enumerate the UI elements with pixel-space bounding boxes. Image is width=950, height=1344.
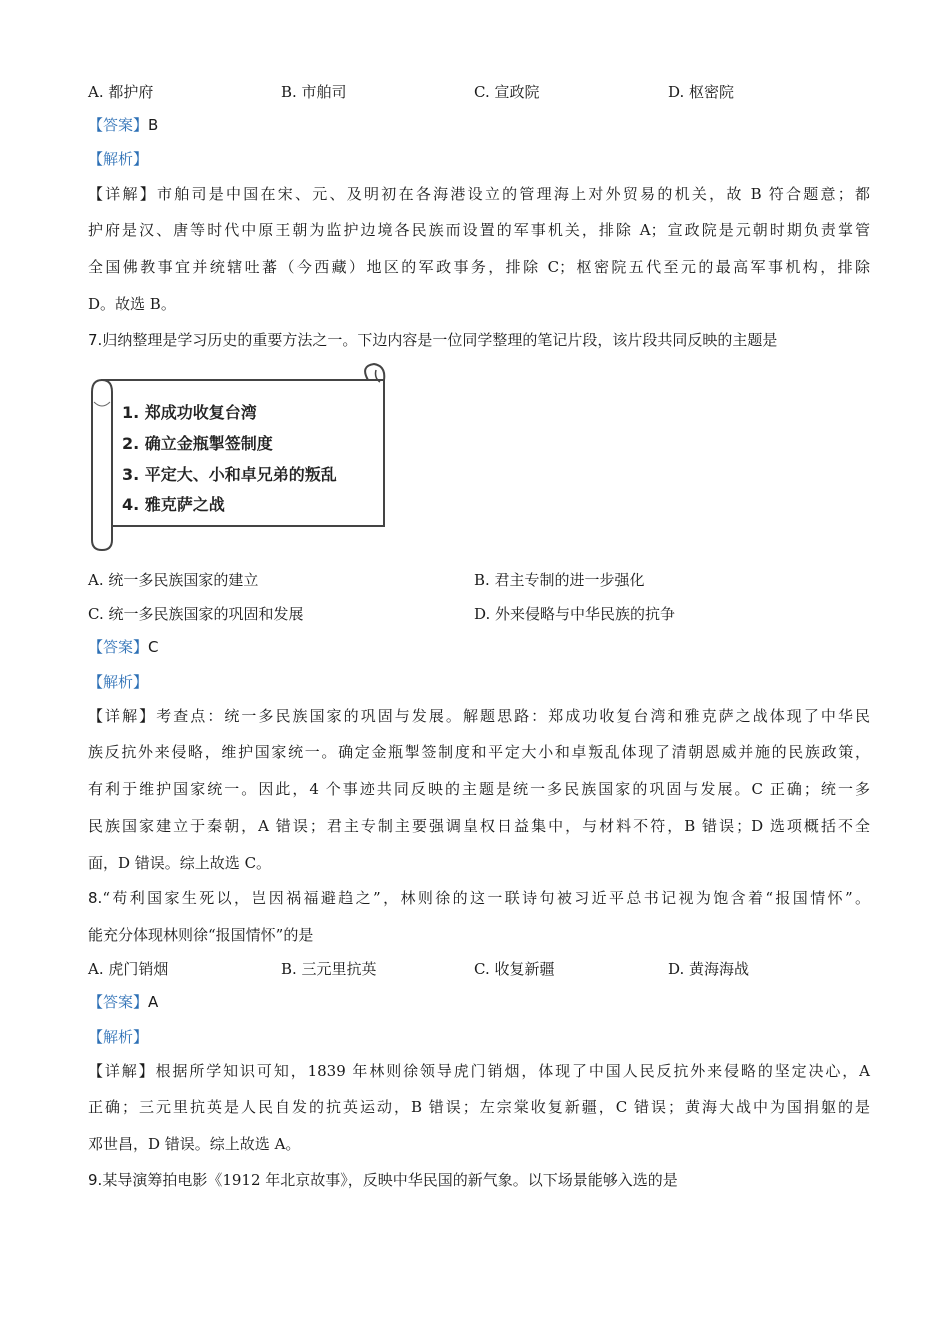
notes-scroll-image — [88, 362, 388, 552]
q6-option-a: A. 都护府 — [88, 83, 154, 101]
answer-tag: 【答案】 — [88, 638, 149, 656]
q7-option-a: A. 统一多民族国家的建立 — [88, 571, 259, 589]
question-number: 7. — [88, 331, 103, 349]
q7-analysis-tag: 【解析】 — [88, 673, 149, 691]
q8-option-d: D. 黄海海战 — [668, 960, 750, 978]
scroll-item-2: 2. 确立金瓶掣签制度 — [122, 434, 273, 453]
q8-detail-line-2: 正确；三元里抗英是人民自发的抗英运动，B 错误；左宗棠收复新疆，C 错误；黄海大战中为国捐躯的是 — [88, 1098, 870, 1116]
q8-analysis-tag: 【解析】 — [88, 1028, 149, 1046]
q6-detail-line-2: 护府是汉、唐等时代中原王朝为监护边境各民族而设置的军事机关，排除 A；宣政院是元朝时期负责掌管 — [88, 221, 870, 239]
q7-option-d: D. 外来侵略与中华民族的抗争 — [474, 605, 676, 623]
q6-detail-line-3: 全国佛教事宜并统辖吐蕃（今西藏）地区的军政事务，排除 C；枢密院五代至元的最高军事机构，排除 — [88, 258, 870, 276]
question-number: 9. — [88, 1171, 103, 1189]
q6-answer — [88, 115, 870, 135]
q7-stem: 7.归纳整理是学习历史的重要方法之一。下边内容是一位同学整理的笔记片段，该片段共同反映的主题是 — [88, 331, 778, 349]
scroll-item-1: 1. 郑成功收复台湾 — [122, 403, 257, 422]
q8-stem-line-2: 能充分体现林则徐“报国情怀”的是 — [88, 926, 314, 944]
q7-detail-line-5: 面，D 错误。综上故选 C。 — [88, 854, 272, 872]
q6-detail-line-1: 【详解】市舶司是中国在宋、元、及明初在各海港设立的管理海上对外贸易的机关，故 B 符合题意；都 — [88, 185, 870, 203]
answer-value: C — [148, 638, 159, 656]
q6-analysis-tag: 【解析】 — [88, 150, 149, 168]
q8-option-c: C. 收复新疆 — [474, 960, 555, 978]
detail-tag: 【详解】 — [88, 707, 157, 725]
q6-option-d: D. 枢密院 — [668, 83, 735, 101]
detail-tag: 【详解】 — [88, 185, 158, 203]
q7-option-b: B. 君主专制的进一步强化 — [474, 571, 645, 589]
q6-option-b: B. 市舶司 — [281, 83, 347, 101]
answer-tag: 【答案】 — [88, 116, 149, 134]
q8-detail-line-3: 邓世昌，D 错误。综上故选 A。 — [88, 1135, 301, 1153]
question-number: 8. — [88, 889, 103, 907]
q9-stem: 9.某导演筹拍电影《1912 年北京故事》，反映中华民国的新气象。以下场景能够入选的是 — [88, 1171, 678, 1189]
answer-value: B — [148, 116, 159, 134]
q8-option-a: A. 虎门销烟 — [88, 960, 169, 978]
q8-option-b: B. 三元里抗英 — [281, 960, 377, 978]
q7-answer — [88, 637, 870, 657]
q8-stem-line-1: 8.“苟利国家生死以，岂因祸福避趋之”，林则徐的这一联诗句被习近平总书记视为饱含着“报国情怀”。 — [88, 889, 870, 907]
q7-detail-line-2: 族反抗外来侵略，维护国家统一。确定金瓶掣签制度和平定大小和卓叛乱体现了清朝恩威并施的民族政策， — [88, 743, 870, 761]
answer-value: A — [148, 993, 159, 1011]
q6-option-c: C. 宣政院 — [474, 83, 540, 101]
answer-tag: 【答案】 — [88, 993, 149, 1011]
q8-detail-line-1: 【详解】根据所学知识可知，1839 年林则徐领导虎门销烟，体现了中国人民反抗外来侵略的坚定决心，A — [88, 1062, 870, 1080]
detail-tag: 【详解】 — [88, 1062, 156, 1080]
q7-detail-line-3: 有利于维护国家统一。因此，4 个事迹共同反映的主题是统一多民族国家的巩固与发展。C 正确；统一多 — [88, 780, 870, 798]
q7-option-c: C. 统一多民族国家的巩固和发展 — [88, 605, 304, 623]
q6-detail-line-4: D。故选 B。 — [88, 295, 176, 313]
scroll-illustration — [88, 362, 388, 552]
scroll-item-4: 4. 雅克萨之战 — [122, 495, 225, 514]
q7-detail-line-1: 【详解】考查点：统一多民族国家的巩固与发展。解题思路：郑成功收复台湾和雅克萨之战体现了中华民 — [88, 707, 870, 725]
q8-answer — [88, 992, 870, 1012]
scroll-item-3: 3. 平定大、小和卓兄弟的叛乱 — [122, 465, 337, 484]
q7-detail-line-4: 民族国家建立于秦朝，A 错误；君主专制主要强调皇权日益集中，与材料不符，B 错误；D 选项概括不全 — [88, 817, 870, 835]
